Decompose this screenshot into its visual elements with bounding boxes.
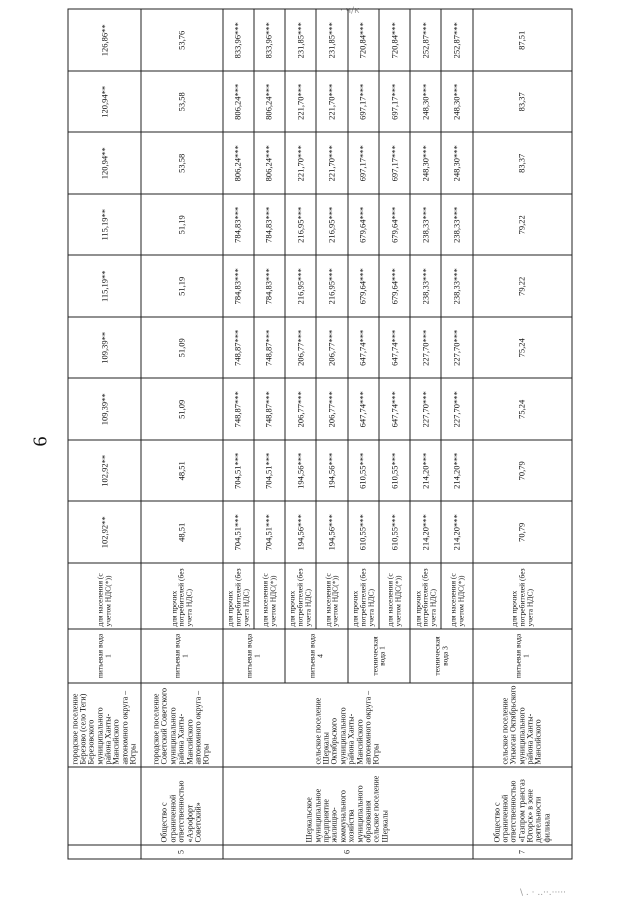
value-cell: 83,37 <box>473 133 572 195</box>
value-cell: 48,51 <box>141 440 222 502</box>
water-type-cell: питьевая вода 4 <box>285 629 348 683</box>
value-cell: 647,74*** <box>348 379 379 441</box>
value-cell: 221,70*** <box>285 133 316 195</box>
value-cell: 697,17*** <box>379 133 410 195</box>
value-cell: 647,74*** <box>348 317 379 379</box>
value-cell: 227,70*** <box>441 379 472 441</box>
value-cell: 227,70*** <box>441 317 472 379</box>
value-cell: 238,33*** <box>410 256 441 318</box>
value-cell: 214,20*** <box>410 440 441 502</box>
table-row <box>223 10 254 860</box>
tariff-table <box>68 9 573 860</box>
value-cell: 704,51*** <box>254 502 285 564</box>
value-cell: 252,87*** <box>410 10 441 72</box>
value-cell: 610,55*** <box>348 440 379 502</box>
consumer-cell: для населения (с учетом НДС(*)) <box>68 563 141 629</box>
value-cell: 109,39** <box>68 379 141 441</box>
value-cell: 79,22 <box>473 194 572 256</box>
value-cell: 70,79 <box>473 440 572 502</box>
value-cell: 679,64*** <box>379 256 410 318</box>
value-cell: 238,33*** <box>441 256 472 318</box>
value-cell: 75,24 <box>473 317 572 379</box>
value-cell: 720,84*** <box>379 10 410 72</box>
consumer-cell: для прочих потребителей (без учета НДС) <box>410 563 441 629</box>
value-cell: 647,74*** <box>379 317 410 379</box>
footer-mark: \ . · ..··.····· <box>520 888 566 898</box>
value-cell: 806,24*** <box>223 133 254 195</box>
value-cell: 784,83*** <box>254 256 285 318</box>
organization-cell: Общество с ограниченной ответственностью «Аэрофорт Советский» <box>141 767 222 845</box>
row-number: 5 <box>141 845 222 859</box>
value-cell: 115,19** <box>68 194 141 256</box>
value-cell: 704,51*** <box>254 440 285 502</box>
value-cell: 231,85*** <box>316 10 347 72</box>
value-cell: 214,20*** <box>410 502 441 564</box>
value-cell: 216,95*** <box>316 194 347 256</box>
value-cell: 48,51 <box>141 502 222 564</box>
water-type-cell: питьевая вода 1 <box>473 629 572 683</box>
value-cell: 206,77*** <box>285 317 316 379</box>
value-cell: 70,79 <box>473 502 572 564</box>
page-number: 6 <box>29 436 52 447</box>
water-type-cell: питьевая вода 1 <box>68 629 141 683</box>
value-cell: 51,19 <box>141 194 222 256</box>
value-cell: 83,37 <box>473 71 572 133</box>
value-cell: 51,09 <box>141 379 222 441</box>
value-cell: 720,84*** <box>348 10 379 72</box>
consumer-cell: для прочих потребителей (без учета НДС) <box>348 563 379 629</box>
value-cell: 231,85*** <box>285 10 316 72</box>
value-cell: 214,20*** <box>441 440 472 502</box>
value-cell: 697,17*** <box>348 71 379 133</box>
value-cell: 115,19** <box>68 256 141 318</box>
value-cell: 216,95*** <box>316 256 347 318</box>
value-cell: 697,17*** <box>348 133 379 195</box>
value-cell: 238,33*** <box>410 194 441 256</box>
value-cell: 216,95*** <box>285 194 316 256</box>
value-cell: 221,70*** <box>316 133 347 195</box>
organization-cell: Шеркальское муниципальное предприятие жилищно-коммунального хозяйства муниципального образования сельское поселение Шеркалы <box>223 767 473 845</box>
value-cell: 248,30*** <box>441 71 472 133</box>
value-cell: 647,74*** <box>379 379 410 441</box>
value-cell: 206,77*** <box>285 379 316 441</box>
value-cell: 227,70*** <box>410 317 441 379</box>
value-cell: 53,58 <box>141 133 222 195</box>
value-cell: 126,86** <box>68 10 141 72</box>
value-cell: 53,58 <box>141 71 222 133</box>
value-cell: 704,51*** <box>223 440 254 502</box>
value-cell: 216,95*** <box>285 256 316 318</box>
value-cell: 238,33*** <box>441 194 472 256</box>
consumer-cell: для прочих потребителей (без учета НДС) <box>223 563 254 629</box>
value-cell: 610,55*** <box>379 440 410 502</box>
territory-cell: городское поселение Березово (село Теги) Березовского муниципального района Ханты-Мансийского автономного округа – Югры <box>68 683 141 767</box>
row-number <box>68 845 141 859</box>
rotated-table-wrapper <box>68 10 573 860</box>
value-cell: 748,87*** <box>254 317 285 379</box>
consumer-cell: для населения (с учетом НДС(*)) <box>254 563 285 629</box>
value-cell: 221,70*** <box>285 71 316 133</box>
value-cell: 51,09 <box>141 317 222 379</box>
table-row <box>473 10 572 860</box>
water-type-cell: техническая вода 3 <box>410 629 473 683</box>
value-cell: 75,24 <box>473 379 572 441</box>
consumer-cell: для населения (с учетом НДС(*)) <box>316 563 347 629</box>
value-cell: 806,24*** <box>254 71 285 133</box>
value-cell: 51,19 <box>141 256 222 318</box>
value-cell: 214,20*** <box>441 502 472 564</box>
consumer-cell: для населения (с учетом НДС(*)) <box>441 563 472 629</box>
value-cell: 227,70*** <box>410 379 441 441</box>
water-type-cell: питьевая вода 1 <box>223 629 286 683</box>
consumer-cell: для прочих потребителей (без учета НДС) <box>285 563 316 629</box>
value-cell: 679,64*** <box>348 256 379 318</box>
value-cell: 53,76 <box>141 10 222 72</box>
value-cell: 120,94** <box>68 71 141 133</box>
value-cell: 194,56*** <box>316 440 347 502</box>
value-cell: 102,92** <box>68 440 141 502</box>
value-cell: 806,24*** <box>254 133 285 195</box>
value-cell: 784,83*** <box>254 194 285 256</box>
value-cell: 194,56*** <box>316 502 347 564</box>
territory-cell: сельское поселение Унъюган Октябрьского муниципального района Ханты-Мансийского <box>473 683 572 767</box>
value-cell: 194,56*** <box>285 440 316 502</box>
row-number: 7 <box>473 845 572 859</box>
value-cell: 679,64*** <box>348 194 379 256</box>
organization-cell <box>68 767 141 845</box>
value-cell: 784,83*** <box>223 256 254 318</box>
value-cell: 79,22 <box>473 256 572 318</box>
water-type-cell: техническая вода 1 <box>348 629 411 683</box>
organization-cell: Общество с ограниченной ответственностью «Газпром трансгаз Югорск» в зоне деятельности филиала <box>473 767 572 845</box>
value-cell: 248,30*** <box>410 133 441 195</box>
territory-cell: городское поселение Советский Советского муниципального района Ханты-Мансийского автономного округа – Югры <box>141 683 222 767</box>
value-cell: 704,51*** <box>223 502 254 564</box>
value-cell: 748,87*** <box>254 379 285 441</box>
value-cell: 748,87*** <box>223 379 254 441</box>
value-cell: 806,24*** <box>223 71 254 133</box>
value-cell: 697,17*** <box>379 71 410 133</box>
value-cell: 102,92** <box>68 502 141 564</box>
row-number: 6 <box>223 845 473 859</box>
value-cell: 610,55*** <box>379 502 410 564</box>
value-cell: 784,83*** <box>223 194 254 256</box>
value-cell: 206,77*** <box>316 379 347 441</box>
table-row <box>68 10 141 860</box>
value-cell: 833,96*** <box>254 10 285 72</box>
consumer-cell: для населения (с учетом НДС(*)) <box>379 563 410 629</box>
value-cell: 87,51 <box>473 10 572 72</box>
value-cell: 679,64*** <box>379 194 410 256</box>
value-cell: 109,39** <box>68 317 141 379</box>
value-cell: 833,96*** <box>223 10 254 72</box>
value-cell: 748,87*** <box>223 317 254 379</box>
corner-mark: · ч/к <box>340 6 360 16</box>
consumer-cell: для прочих потребителей (без учета НДС) <box>141 563 222 629</box>
value-cell: 248,30*** <box>441 133 472 195</box>
territory-cell: сельское поселение Шеркалы Октябрьского муниципального района Ханты-Мансийского автономного округа – Югры <box>223 683 473 767</box>
value-cell: 610,55*** <box>348 502 379 564</box>
value-cell: 194,56*** <box>285 502 316 564</box>
table-row <box>141 10 222 860</box>
value-cell: 206,77*** <box>316 317 347 379</box>
value-cell: 120,94** <box>68 133 141 195</box>
consumer-cell: для прочих потребителей (без учета НДС) <box>473 563 572 629</box>
value-cell: 248,30*** <box>410 71 441 133</box>
value-cell: 252,87*** <box>441 10 472 72</box>
value-cell: 221,70*** <box>316 71 347 133</box>
water-type-cell: питьевая вода 1 <box>141 629 222 683</box>
